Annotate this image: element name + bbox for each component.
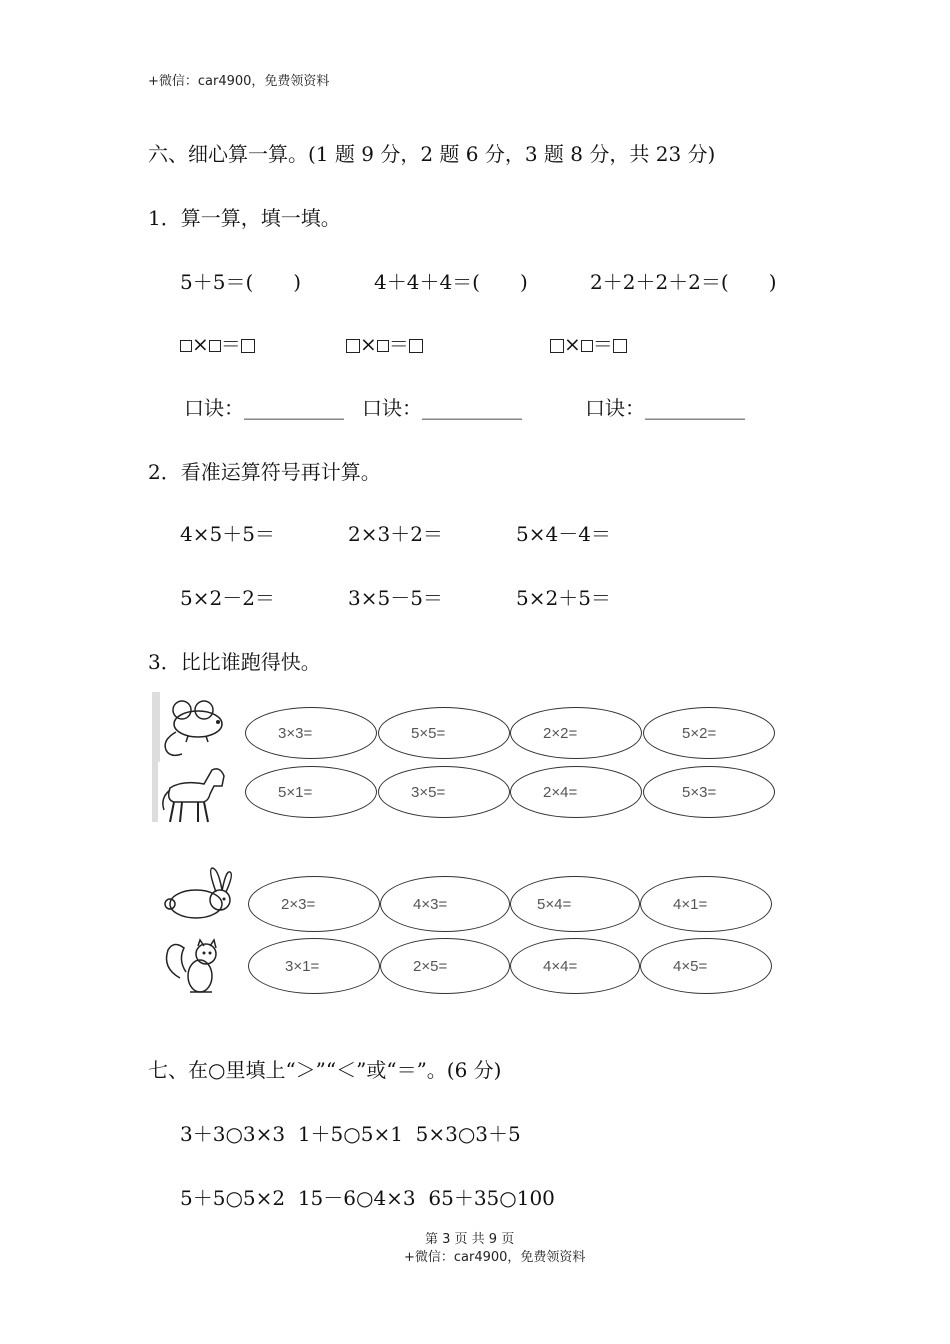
oval-horse-1: 5×1= [245,766,377,818]
oval-horse-4: 5×3= [643,766,775,818]
footer-watermark: +微信：car4900，免费领资料 [404,1250,586,1265]
box-equation-1: × ＝ [180,328,255,357]
oval-squirrel-4: 4×5= [640,938,772,994]
oval-squirrel-2: 2×5= [380,938,510,994]
q2-r1-c1: 4×5＋5＝ [180,522,275,546]
oval-rabbit-4: 4×1= [640,876,772,932]
squirrel-icon [160,938,230,998]
oval-horse-2: 3×5= [378,766,510,818]
oval-mouse-3: 2×2= [510,707,642,759]
mouse-icon [152,692,232,762]
oval-rabbit-3: 5×4= [510,876,640,932]
box-equation-3: × ＝ [550,328,627,357]
koujue-1: 口诀：__________ [184,396,344,420]
section7-row1: 3＋3○3×3 1＋5○5×1 5×3○3＋5 [180,1122,521,1146]
blank-box[interactable] [346,339,360,353]
q2-r2-c1: 5×2－2＝ [180,586,275,610]
q2-r2-c3: 5×2＋5＝ [516,586,611,610]
q1-expression-3: 2＋2＋2＋2＝( ) [590,270,777,294]
page-number: 第 3 页 共 9 页 [425,1232,515,1247]
blank-box[interactable] [550,339,564,353]
oval-mouse-2: 5×5= [378,707,510,759]
oval-squirrel-3: 4×4= [510,938,640,994]
oval-rabbit-2: 4×3= [380,876,510,932]
box-equation-2: × ＝ [346,328,423,357]
oval-horse-3: 2×4= [510,766,642,818]
q2-r2-c2: 3×5－5＝ [348,586,443,610]
section6-title: 六、细心算一算。(1 题 9 分，2 题 6 分，3 题 8 分，共 23 分) [148,142,716,166]
blank-box[interactable] [581,340,593,352]
section7-row2: 5＋5○5×2 15－6○4×3 65＋35○100 [180,1186,555,1210]
q2-r1-c2: 2×3＋2＝ [348,522,443,546]
q1-expression-2: 4＋4＋4＝( ) [374,270,528,294]
blank-box[interactable] [241,339,255,353]
blank-box[interactable] [409,339,423,353]
q1-expression-1: 5＋5＝( ) [180,270,302,294]
horse-icon [152,762,232,826]
oval-squirrel-1: 3×1= [248,938,380,994]
q2-title: 2．看准运算符号再计算。 [148,460,381,484]
q2-r1-c3: 5×4－4＝ [516,522,611,546]
oval-mouse-4: 5×2= [643,707,775,759]
oval-rabbit-1: 2×3= [248,876,380,932]
blank-box[interactable] [377,340,389,352]
koujue-2: 口诀：__________ [362,396,522,420]
blank-box[interactable] [180,340,192,352]
koujue-3: 口诀：__________ [585,396,745,420]
oval-mouse-1: 3×3= [245,707,377,759]
q3-title: 3．比比谁跑得快。 [148,650,321,674]
q1-title: 1．算一算，填一填。 [148,206,341,230]
section7-title: 七、在○里填上“＞”“＜”或“＝”。(6 分) [148,1058,502,1082]
header-watermark: +微信：car4900，免费领资料 [148,74,330,89]
blank-box[interactable] [613,339,627,353]
blank-box[interactable] [209,340,221,352]
rabbit-icon [160,866,240,926]
